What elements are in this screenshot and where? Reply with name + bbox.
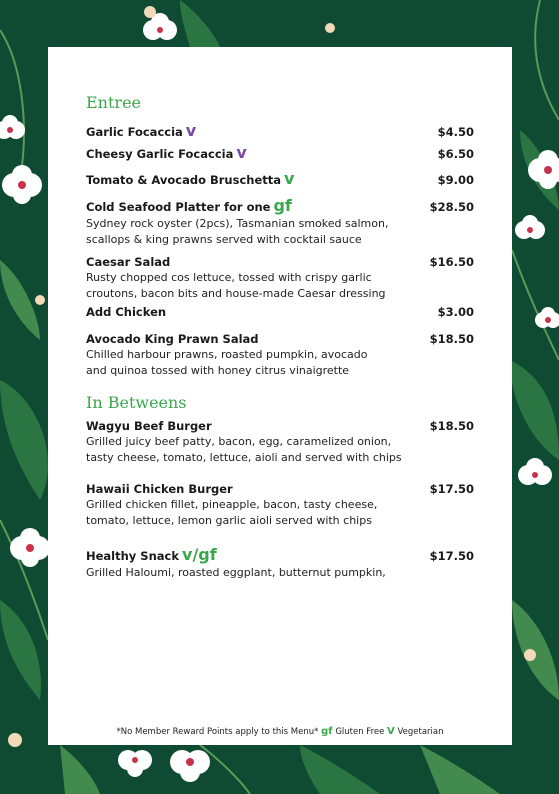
gluten-free-tag: gf <box>273 196 292 215</box>
description-line: croutons, bacon bits and house-made Caesar dressing <box>86 287 386 300</box>
item-description <box>86 270 474 302</box>
item-description <box>86 216 474 248</box>
menu-item <box>86 419 474 466</box>
item-description <box>86 347 474 379</box>
menu-item <box>86 545 474 581</box>
vegetarian-tag: v <box>185 121 197 140</box>
item-price: $17.50 <box>429 482 474 496</box>
item-price: $18.50 <box>429 332 474 346</box>
menu-item <box>86 121 474 140</box>
description-line: Chilled harbour prawns, roasted pumpkin, avocado <box>86 348 368 361</box>
item-name: Cold Seafood Platter for one <box>86 200 271 214</box>
menu-card <box>48 47 512 745</box>
menu-item <box>86 332 474 379</box>
item-name: Add Chicken <box>86 305 167 319</box>
menu-item <box>86 482 474 529</box>
item-name: Avocado King Prawn Salad <box>86 332 259 346</box>
description-line: Sydney rock oyster (2pcs), Tasmanian smoked salmon, <box>86 217 389 230</box>
vegetarian-gluten-free-tag: v/gf <box>182 545 217 564</box>
menu-footer <box>48 726 512 737</box>
item-name: Wagyu Beef Burger <box>86 419 212 433</box>
item-name: Tomato & Avocado Bruschetta <box>86 173 282 187</box>
menu-item <box>86 305 474 319</box>
menu-item <box>86 255 474 302</box>
item-price: $9.00 <box>437 173 474 187</box>
item-price: $17.50 <box>429 549 474 563</box>
description-line: Grilled chicken fillet, pineapple, bacon, tasty cheese, <box>86 498 378 511</box>
description-line: Grilled Haloumi, roasted eggplant, butternut pumpkin, <box>86 566 386 579</box>
gluten-free-key: gf <box>321 726 333 737</box>
vegetarian-label: Vegetarian <box>397 727 444 737</box>
item-price: $16.50 <box>429 255 474 269</box>
item-price: $28.50 <box>429 200 474 214</box>
description-line: tomato, lettuce, lemon garlic aioli served with chips <box>86 514 372 527</box>
section-title-entree: Entree <box>86 93 141 112</box>
menu-item <box>86 196 474 248</box>
menu-item <box>86 169 474 188</box>
item-description <box>86 565 474 581</box>
item-price: $6.50 <box>437 147 474 161</box>
item-description <box>86 434 474 466</box>
gluten-free-label: Gluten Free <box>335 727 385 737</box>
item-name: Garlic Focaccia <box>86 125 183 139</box>
item-price: $18.50 <box>429 419 474 433</box>
description-line: and quinoa tossed with honey citrus vinaigrette <box>86 364 350 377</box>
vegetarian-tag: v <box>236 143 247 162</box>
item-name: Healthy Snack <box>86 549 180 563</box>
description-line: Grilled juicy beef patty, bacon, egg, caramelized onion, <box>86 435 392 448</box>
description-line: scallops & king prawns served with cocktail sauce <box>86 233 362 246</box>
description-line: tasty cheese, tomato, lettuce, aioli and served with chips <box>86 451 402 464</box>
item-price: $4.50 <box>437 125 474 139</box>
vegetarian-tag: v <box>284 169 295 188</box>
item-description <box>86 497 474 529</box>
vegetarian-key: V <box>387 726 395 737</box>
item-name: Hawaii Chicken Burger <box>86 482 233 496</box>
footer-note: *No Member Reward Points apply to this Menu* <box>116 727 319 737</box>
item-price: $3.00 <box>437 305 474 319</box>
menu-item <box>86 143 474 162</box>
item-name: Caesar Salad <box>86 255 171 269</box>
item-name: Cheesy Garlic Focaccia <box>86 147 234 161</box>
description-line: Rusty chopped cos lettuce, tossed with crispy garlic <box>86 271 372 284</box>
section-title-in-betweens: In Betweens <box>86 393 187 412</box>
